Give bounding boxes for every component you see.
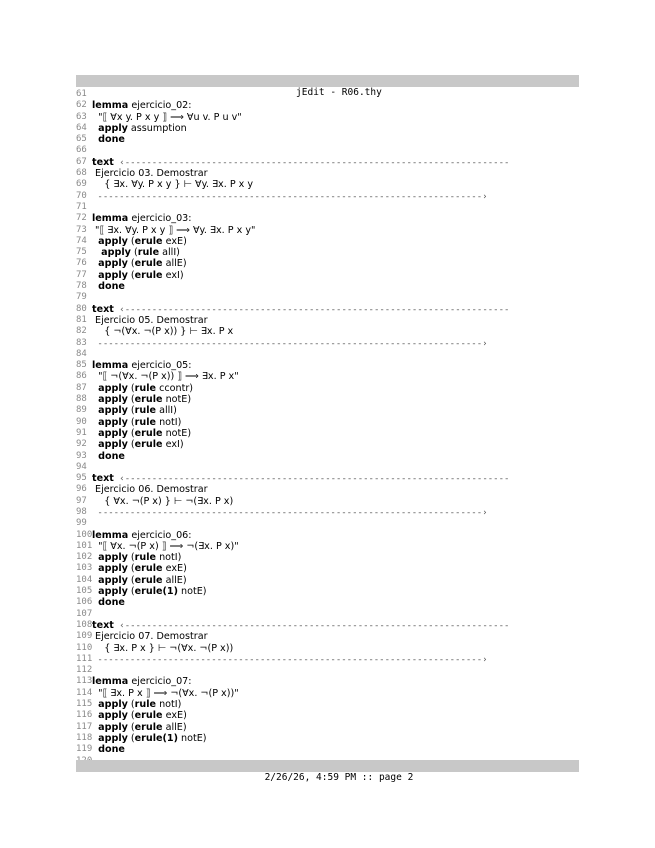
code-line [76, 609, 579, 620]
line-text [92, 744, 579, 755]
code-line [76, 145, 579, 156]
keyword-token: apply [98, 721, 128, 733]
code-line [76, 179, 579, 190]
code-token: ( [127, 269, 135, 281]
line-text [92, 439, 579, 450]
code-line [76, 428, 579, 439]
line-number: 115 [76, 699, 93, 710]
line-text [92, 123, 579, 134]
separator-rule: ‹----------------------------------------------------------------------- [113, 474, 510, 485]
line-number: 116 [76, 710, 93, 721]
keyword-token: erule [134, 269, 163, 281]
line-number: 104 [76, 574, 93, 585]
line-number: 73 [76, 224, 87, 235]
keyword-token: erule [134, 258, 163, 270]
line-number: 84 [76, 348, 87, 359]
code-line [76, 473, 579, 484]
code-line [76, 451, 579, 462]
line-text [92, 417, 579, 428]
code-line [76, 541, 579, 552]
keyword-token: lemma [92, 360, 129, 372]
code-token: notI) [156, 552, 182, 564]
code-line [76, 405, 579, 416]
line-text [92, 371, 579, 382]
line-number: 102 [76, 552, 93, 563]
code-token: ( [127, 710, 135, 722]
code-line [76, 349, 579, 360]
code-line [76, 722, 579, 733]
code-token: { ∀x. ¬(P x) } ⊢ ¬(∃x. P x) [92, 495, 234, 507]
keyword-token: lemma [92, 529, 129, 541]
code-line [76, 326, 579, 337]
code-line [76, 394, 579, 405]
code-token: ( [127, 235, 135, 247]
code-token: allE) [162, 574, 187, 586]
line-number: 106 [76, 597, 93, 608]
line-number: 118 [76, 732, 93, 743]
keyword-token: done [98, 744, 125, 756]
code-listing [76, 89, 579, 767]
line-number: 86 [76, 371, 87, 382]
line-text [92, 247, 579, 258]
keyword-token: apply [98, 416, 128, 428]
code-line [76, 123, 579, 134]
line-text [92, 315, 579, 326]
code-token: ejercicio_05: [128, 360, 192, 372]
code-token: Ejercicio 03. Demostrar [92, 168, 208, 180]
line-number: 88 [76, 394, 87, 405]
code-line [76, 484, 579, 495]
code-token: { ¬(∀x. ¬(P x)) } ⊢ ∃x. P x [92, 326, 234, 338]
code-token: ( [127, 732, 135, 744]
line-number: 69 [76, 179, 87, 190]
code-line [76, 134, 579, 145]
keyword-token: apply [98, 574, 128, 586]
code-line [76, 258, 579, 269]
line-text [92, 405, 579, 416]
code-token: ccontr) [156, 382, 194, 394]
line-text [92, 360, 579, 371]
line-text [92, 134, 579, 145]
keyword-token: text [92, 156, 114, 168]
code-line [76, 157, 579, 168]
keyword-token: erule(1) [134, 586, 178, 598]
line-number: 63 [76, 111, 87, 122]
line-text [92, 179, 579, 190]
code-token: { ∃x. ∀y. P x y } ⊢ ∀y. ∃x. P x y [92, 179, 254, 191]
code-line [76, 665, 579, 676]
code-token: ( [127, 586, 135, 598]
line-number: 100 [76, 529, 93, 540]
code-token: assumption [127, 122, 187, 134]
line-number: 68 [76, 168, 87, 179]
page-header-title: jEdit - R06.thy [296, 87, 382, 98]
line-text [92, 722, 579, 733]
line-text [92, 688, 579, 699]
keyword-token: rule [137, 247, 160, 259]
keyword-token: apply [98, 710, 128, 722]
code-token: ( [127, 427, 135, 439]
keyword-token: apply [98, 586, 128, 598]
code-token [92, 247, 101, 258]
code-line [76, 112, 579, 123]
code-token: { ∃x. P x } ⊢ ¬(∀x. ¬(P x)) [92, 642, 234, 654]
keyword-token: done [98, 134, 125, 146]
line-number: 105 [76, 586, 93, 597]
page-footer-text: 2/26/26, 4:59 PM :: page 2 [264, 772, 414, 783]
page-footer-bar [76, 760, 579, 783]
code-token: ejercicio_06: [128, 529, 192, 541]
line-number: 89 [76, 405, 87, 416]
code-token: ( [127, 416, 135, 428]
keyword-token: text [92, 303, 114, 315]
line-number: 65 [76, 134, 87, 145]
line-text [92, 643, 579, 654]
line-text [92, 258, 579, 269]
code-line [76, 315, 579, 326]
line-number: 97 [76, 495, 87, 506]
code-token: ejercicio_03: [128, 213, 192, 225]
code-line [76, 191, 579, 202]
keyword-token: erule [134, 439, 163, 451]
keyword-token: erule [134, 574, 163, 586]
line-number: 99 [76, 518, 87, 529]
code-line [76, 247, 579, 258]
code-line [76, 304, 579, 315]
line-text [92, 563, 579, 574]
code-token: notI) [156, 699, 182, 711]
code-line [76, 462, 579, 473]
code-line [76, 597, 579, 608]
keyword-token: apply [98, 394, 128, 406]
line-text [92, 631, 579, 642]
code-token: notE) [162, 394, 192, 406]
code-line [76, 236, 579, 247]
keyword-token: apply [98, 382, 128, 394]
line-number: 91 [76, 427, 87, 438]
keyword-token: done [98, 597, 125, 609]
keyword-token: apply [98, 235, 128, 247]
code-token: ( [127, 563, 135, 575]
line-text [92, 484, 579, 495]
keyword-token: rule [134, 552, 157, 564]
code-token: ( [127, 439, 135, 451]
code-line [76, 530, 579, 541]
separator-rule: -----------------------------------------------------------------------› [92, 654, 488, 665]
line-number: 101 [76, 540, 93, 551]
line-number: 117 [76, 721, 93, 732]
code-line [76, 202, 579, 213]
line-number: 78 [76, 281, 87, 292]
line-number: 75 [76, 247, 87, 258]
keyword-token: apply [98, 563, 128, 575]
code-line [76, 225, 579, 236]
line-text [92, 552, 579, 563]
line-number: 74 [76, 235, 87, 246]
line-text [92, 112, 579, 123]
code-token: "⟦ ∃x. ∀y. P x y ⟧ ⟹ ∀y. ∃x. P x y" [92, 224, 256, 236]
line-number: 85 [76, 360, 87, 371]
code-token: exI) [162, 439, 184, 451]
code-line [76, 654, 579, 665]
line-number: 95 [76, 473, 87, 484]
line-number: 77 [76, 269, 87, 280]
separator-rule: -----------------------------------------------------------------------› [92, 507, 488, 518]
line-text [92, 225, 579, 236]
keyword-token: erule [134, 394, 163, 406]
keyword-token: erule [134, 710, 163, 722]
keyword-token: text [92, 619, 114, 631]
code-token: ( [127, 394, 135, 406]
line-number: 114 [76, 687, 93, 698]
code-token: ( [127, 699, 135, 711]
line-number: 64 [76, 122, 87, 133]
code-token: "⟦ ¬(∀x. ¬(P x)) ⟧ ⟹ ∃x. P x" [92, 371, 239, 383]
line-text [92, 710, 579, 721]
line-text [92, 699, 579, 710]
line-number: 76 [76, 258, 87, 269]
code-line [76, 620, 579, 631]
code-token: allE) [162, 258, 187, 270]
code-line [76, 213, 579, 224]
separator-rule: ‹----------------------------------------------------------------------- [113, 157, 510, 168]
code-token: notE) [177, 732, 207, 744]
keyword-token: apply [98, 405, 128, 417]
keyword-token: apply [98, 258, 128, 270]
keyword-token: rule [134, 405, 157, 417]
keyword-token: apply [98, 439, 128, 451]
line-number: 82 [76, 326, 87, 337]
line-text [92, 676, 579, 687]
code-token: notI) [156, 416, 182, 428]
keyword-token: rule [134, 699, 157, 711]
code-line [76, 676, 579, 687]
keyword-token: apply [98, 732, 128, 744]
code-line [76, 89, 579, 100]
code-token: ( [127, 552, 135, 564]
line-text [92, 168, 579, 179]
code-line [76, 281, 579, 292]
line-number: 67 [76, 156, 87, 167]
code-token: notE) [177, 586, 207, 598]
line-number: 66 [76, 145, 87, 156]
code-token: Ejercicio 07. Demostrar [92, 631, 208, 643]
line-number: 110 [76, 642, 93, 653]
code-token: notE) [162, 427, 192, 439]
line-number: 72 [76, 213, 87, 224]
line-number: 113 [76, 676, 93, 687]
code-token: exI) [162, 269, 184, 281]
code-line [76, 586, 579, 597]
line-number: 71 [76, 201, 87, 212]
keyword-token: erule [134, 563, 163, 575]
code-token: exE) [162, 563, 187, 575]
keyword-token: rule [134, 382, 157, 394]
printed-page [76, 75, 579, 783]
code-line [76, 383, 579, 394]
line-number: 90 [76, 416, 87, 427]
code-line [76, 643, 579, 654]
code-token: ejercicio_07: [128, 676, 192, 688]
code-token: ( [127, 405, 135, 417]
code-line [76, 688, 579, 699]
line-number: 79 [76, 292, 87, 303]
line-text [92, 236, 579, 247]
line-number: 93 [76, 450, 87, 461]
line-number: 119 [76, 744, 93, 755]
code-line [76, 518, 579, 529]
code-token: allI) [156, 405, 177, 417]
code-line [76, 270, 579, 281]
line-text [92, 541, 579, 552]
separator-rule: -----------------------------------------------------------------------› [92, 191, 488, 202]
line-number: 107 [76, 608, 93, 619]
line-number: 109 [76, 631, 93, 642]
separator-rule: ‹----------------------------------------------------------------------- [113, 304, 510, 315]
code-line [76, 699, 579, 710]
line-text [92, 428, 579, 439]
code-token: "⟦ ∀x. ¬(P x) ⟧ ⟹ ¬(∃x. P x)" [92, 540, 239, 552]
keyword-token: lemma [92, 676, 129, 688]
code-token: "⟦ ∃x. P x ⟧ ⟹ ¬(∀x. ¬(P x))" [92, 687, 239, 699]
line-text [92, 451, 579, 462]
keyword-token: rule [134, 416, 157, 428]
code-token: allI) [159, 247, 180, 259]
line-text [92, 213, 579, 224]
keyword-token: done [98, 281, 125, 293]
keyword-token: lemma [92, 100, 129, 112]
code-line [76, 439, 579, 450]
line-text [92, 733, 579, 744]
code-token: ( [127, 721, 135, 733]
keyword-token: apply [98, 699, 128, 711]
code-line [76, 496, 579, 507]
keyword-token: apply [98, 427, 128, 439]
code-line [76, 507, 579, 518]
line-text [92, 575, 579, 586]
code-line [76, 371, 579, 382]
line-number: 61 [76, 89, 87, 99]
line-number: 80 [76, 303, 87, 314]
keyword-token: apply [98, 269, 128, 281]
line-number: 103 [76, 563, 93, 574]
code-token: exE) [162, 235, 187, 247]
keyword-token: done [98, 450, 125, 462]
code-token: ( [127, 382, 135, 394]
line-text [92, 383, 579, 394]
line-text [92, 394, 579, 405]
code-line [76, 292, 579, 303]
keyword-token: apply [101, 247, 131, 259]
line-text [92, 281, 579, 292]
code-line [76, 631, 579, 642]
line-number: 87 [76, 382, 87, 393]
line-number: 111 [76, 653, 93, 664]
line-number: 96 [76, 484, 87, 495]
code-token: ( [127, 258, 135, 270]
code-line [76, 338, 579, 349]
keyword-token: text [92, 473, 114, 485]
code-line [76, 168, 579, 179]
code-token: ( [130, 247, 138, 259]
code-line [76, 710, 579, 721]
code-line [76, 563, 579, 574]
line-number: 62 [76, 100, 87, 111]
keyword-token: apply [98, 122, 128, 134]
keyword-token: apply [98, 552, 128, 564]
line-text [92, 586, 579, 597]
code-line [76, 733, 579, 744]
code-token: Ejercicio 05. Demostrar [92, 314, 208, 326]
line-text [92, 530, 579, 541]
keyword-token: erule [134, 427, 163, 439]
code-line [76, 575, 579, 586]
line-number: 112 [76, 665, 93, 676]
code-line [76, 360, 579, 371]
line-text [92, 597, 579, 608]
code-token: ejercicio_02: [128, 100, 192, 112]
code-token: exE) [162, 710, 187, 722]
code-line [76, 552, 579, 563]
keyword-token: erule [134, 721, 163, 733]
line-text [92, 270, 579, 281]
line-number: 70 [76, 190, 87, 201]
line-number: 108 [76, 619, 93, 630]
line-text [92, 496, 579, 507]
keyword-token: lemma [92, 213, 129, 225]
code-token: allE) [162, 721, 187, 733]
line-number: 94 [76, 461, 87, 472]
keyword-token: erule [134, 235, 163, 247]
keyword-token: erule(1) [134, 732, 178, 744]
code-token: "⟦ ∀x y. P x y ⟧ ⟹ ∀u v. P u v" [92, 111, 242, 123]
line-number: 83 [76, 337, 87, 348]
line-number: 98 [76, 506, 87, 517]
line-text [92, 100, 579, 111]
code-token: Ejercicio 06. Demostrar [92, 484, 208, 496]
code-line [76, 417, 579, 428]
code-line [76, 744, 579, 755]
line-number: 81 [76, 314, 87, 325]
code-token: ( [127, 574, 135, 586]
line-number: 92 [76, 439, 87, 450]
line-text [92, 326, 579, 337]
separator-rule: ‹----------------------------------------------------------------------- [113, 620, 510, 631]
separator-rule: -----------------------------------------------------------------------› [92, 338, 488, 349]
code-line [76, 100, 579, 111]
